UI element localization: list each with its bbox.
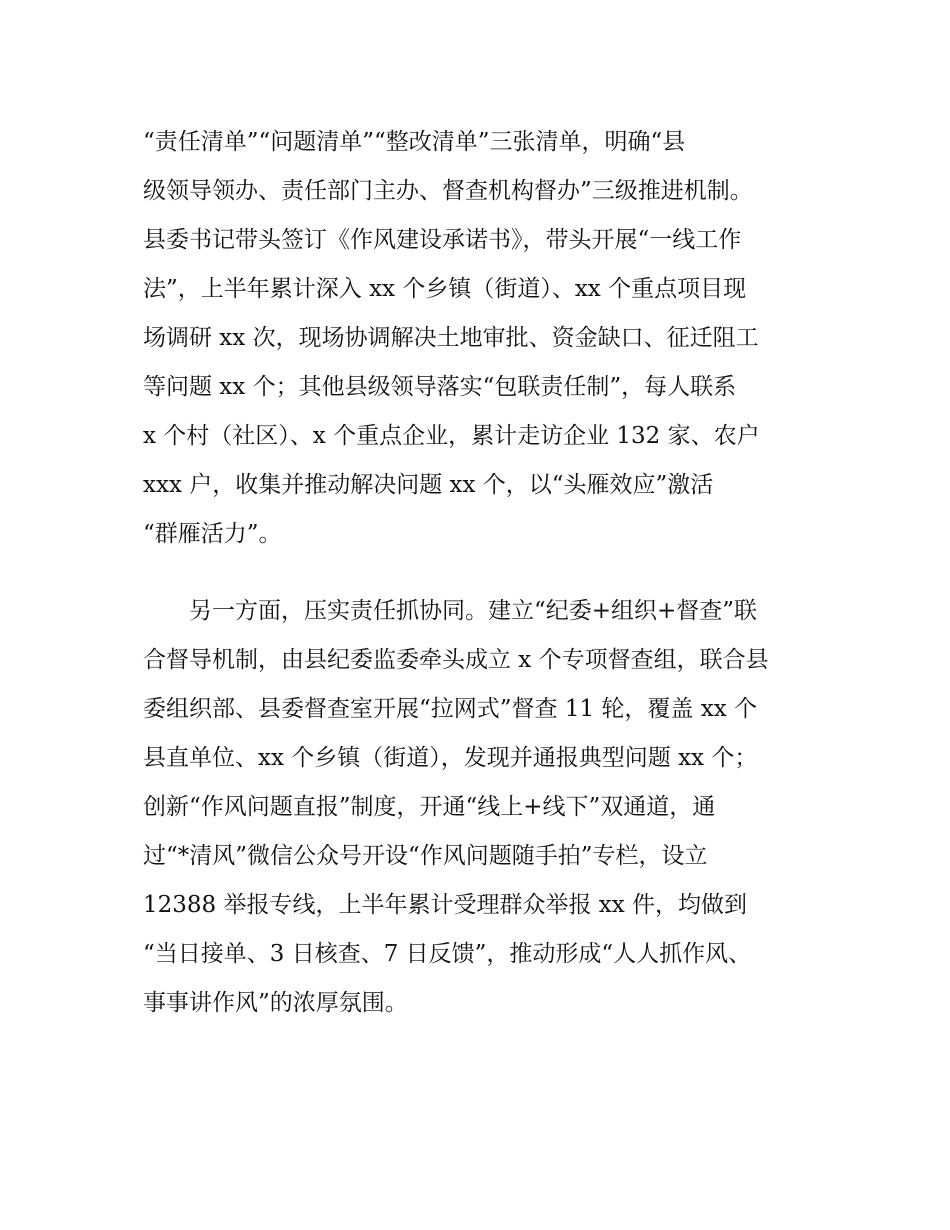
paragraph-line: 过“*清风”微信公众号开设“作风问题随手拍”专栏，设立 bbox=[143, 843, 708, 869]
paragraph-line: 县直单位、xx 个乡镇（街道），发现并通报典型问题 xx 个； bbox=[143, 745, 758, 771]
paragraph-line: 合督导机制，由县纪委监委牵头成立 x 个专项督查组，联合县 bbox=[143, 647, 769, 673]
paragraph-line: 场调研 xx 次，现场协调解决土地审批、资金缺口、征迁阻工 bbox=[143, 325, 759, 351]
paragraph-line: 委组织部、县委督查室开展“拉网式”督查 11 轮，覆盖 xx 个 bbox=[143, 696, 757, 722]
paragraph-line: 创新“作风问题直报”制度，开通“线上+线下”双通道，通 bbox=[143, 794, 716, 820]
paragraph-line: xxx 户，收集并推动解决问题 xx 个，以“头雁效应”激活 bbox=[143, 472, 714, 498]
paragraph-line: 另一方面，压实责任抓协同。建立“纪委+组织+督查”联 bbox=[143, 598, 758, 624]
paragraph-line: “责任清单”“问题清单”“整改清单”三张清单，明确“县 bbox=[143, 129, 686, 155]
paragraph-line: “当日接单、3 日核查、7 日反馈”，推动形成“人人抓作风、 bbox=[143, 941, 752, 967]
paragraph-line: 等问题 xx 个；其他县级领导落实“包联责任制”，每人联系 bbox=[143, 374, 737, 400]
paragraph-line: 级领导领办、责任部门主办、督查机构督办”三级推进机制。 bbox=[143, 178, 753, 204]
paragraph-responsibility-lists bbox=[143, 118, 823, 559]
paragraph-line: 事事讲作风”的浓厚氛围。 bbox=[143, 990, 408, 1016]
paragraph-coordination-supervision bbox=[143, 587, 823, 1028]
paragraph-line: “群雁活力”。 bbox=[143, 521, 282, 547]
paragraph-line: x 个村（社区）、x 个重点企业，累计走访企业 132 家、农户 bbox=[143, 423, 760, 449]
paragraph-line: 县委书记带头签订《作风建设承诺书》，带头开展“一线工作 bbox=[143, 227, 742, 253]
paragraph-line: 12388 举报专线，上半年累计受理群众举报 xx 件，均做到 bbox=[143, 892, 748, 918]
paragraph-line: 法”，上半年累计深入 xx 个乡镇（街道）、xx 个重点项目现 bbox=[143, 276, 747, 302]
